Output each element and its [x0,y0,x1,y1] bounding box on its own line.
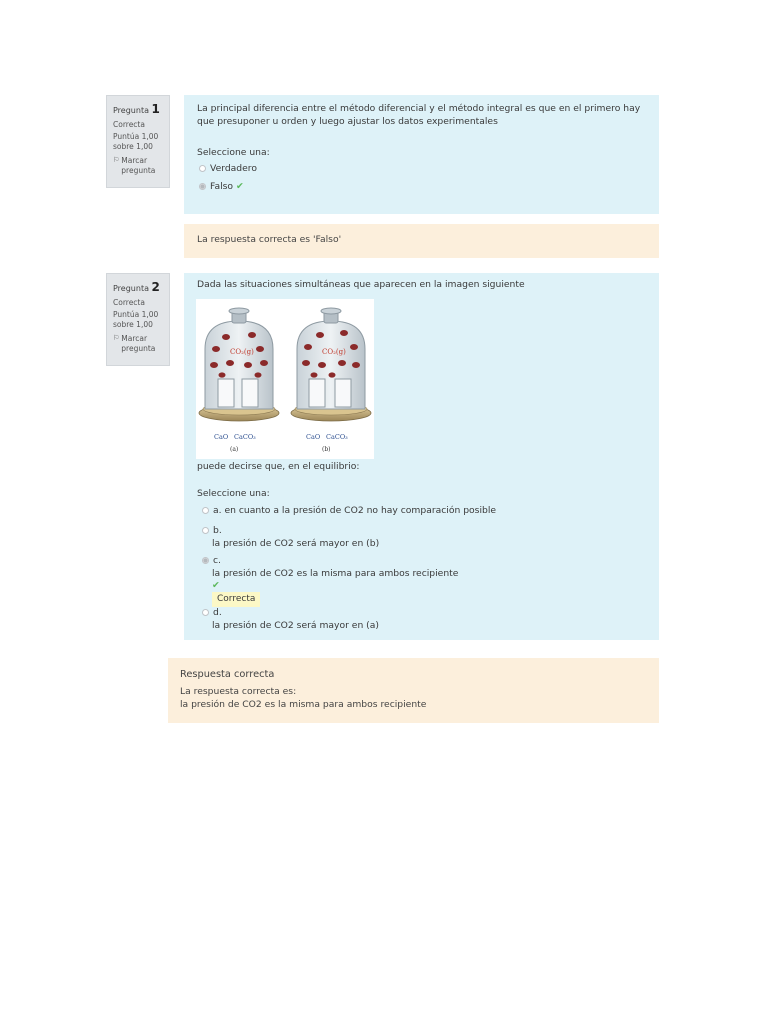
option-falso[interactable] [199,181,244,194]
radio-icon[interactable] [199,165,206,172]
question-number: Pregunta 2 [113,280,160,294]
cao-label-a: CaO [214,433,229,441]
radio-icon[interactable] [202,557,209,564]
question-text [197,103,640,129]
question-text-line-1: La principal diferencia entre el método diferencial y el método integral es que en el primero hay [197,103,641,114]
option-label: Verdadero [210,163,257,174]
question-state: Correcta [113,298,145,308]
question-number: Pregunta 1 [113,102,160,116]
question-content-2 [184,273,659,640]
option-c[interactable] [202,555,458,607]
option-text: la presión de CO2 será mayor en (b) [212,537,380,549]
question-grade-line-1: Puntúa 1,00 [113,310,159,320]
bell-jar-b [291,308,371,453]
flag-label-line-2: pregunta [121,165,156,175]
cao-label-b: CaO [306,433,321,441]
caco3-label-b: CaCO₃ [326,433,348,441]
right-answer-line-2: la presión de CO2 es la misma para ambos recipiente [180,698,427,710]
feedback-2 [168,658,659,723]
option-a[interactable] [202,505,496,518]
gas-label-b: CO₂(g) [322,348,346,356]
caco3-label-a: CaCO₃ [234,433,256,441]
option-text: en cuanto a la presión de CO2 no hay comparación posible [224,505,497,516]
option-letter: a. [213,505,222,516]
option-b[interactable] [202,525,379,551]
check-icon: ✔ [212,579,220,591]
feedback-1 [184,224,659,258]
radio-icon[interactable] [202,527,209,534]
question-text-line-2: que presuponer u orden y luego ajustar los datos experimentales [197,115,498,127]
flag-label-line-1: Marcar [121,155,148,165]
option-label: Falso [210,181,234,192]
flag-question-button[interactable] [113,156,164,176]
question-info-1 [106,95,170,188]
bell-jar-a [199,308,279,453]
question-info-2 [106,273,170,366]
select-prompt: Seleccione una: [197,488,270,499]
right-answer-line-1: La respuesta correcta es: [180,686,297,698]
question-grade-line-2: sobre 1,00 [113,142,153,152]
question-text: Dada las situaciones simultáneas que aparecen en la imagen siguiente [197,279,525,290]
question-grade-line-2: sobre 1,00 [113,320,153,330]
caption-a: (a) [230,446,239,453]
feedback-title: Respuesta correcta [180,669,275,680]
flag-icon: ⚐ [113,333,120,342]
option-letter: b. [213,525,222,536]
option-text: la presión de CO2 es la misma para ambos recipiente [212,567,459,579]
question-text-after-figure: puede decirse que, en el equilibrio: [197,461,360,472]
bell-jar-figure [196,299,374,459]
gas-label-a: CO₂(g) [230,348,254,356]
correct-badge: Correcta [212,592,260,607]
option-d[interactable] [202,607,379,633]
option-verdadero[interactable] [199,163,257,176]
option-text: la presión de CO2 será mayor en (a) [212,619,379,631]
question-state: Correcta [113,120,145,130]
right-answer: La respuesta correcta es 'Falso' [197,234,342,245]
question-content-1 [184,95,659,214]
option-letter: c. [213,555,221,566]
flag-label-line-1: Marcar [121,333,148,343]
radio-icon[interactable] [202,609,209,616]
check-icon: ✔ [235,181,244,192]
radio-icon[interactable] [202,507,209,514]
select-prompt: Seleccione una: [197,147,270,158]
radio-icon[interactable] [199,183,206,190]
option-letter: d. [213,607,222,618]
flag-icon: ⚐ [113,155,120,164]
flag-label-line-2: pregunta [121,343,156,353]
question-grade-line-1: Puntúa 1,00 [113,132,159,142]
flag-question-button[interactable] [113,334,164,354]
caption-b: (b) [322,446,331,453]
bell-jar-illustration [196,299,374,459]
